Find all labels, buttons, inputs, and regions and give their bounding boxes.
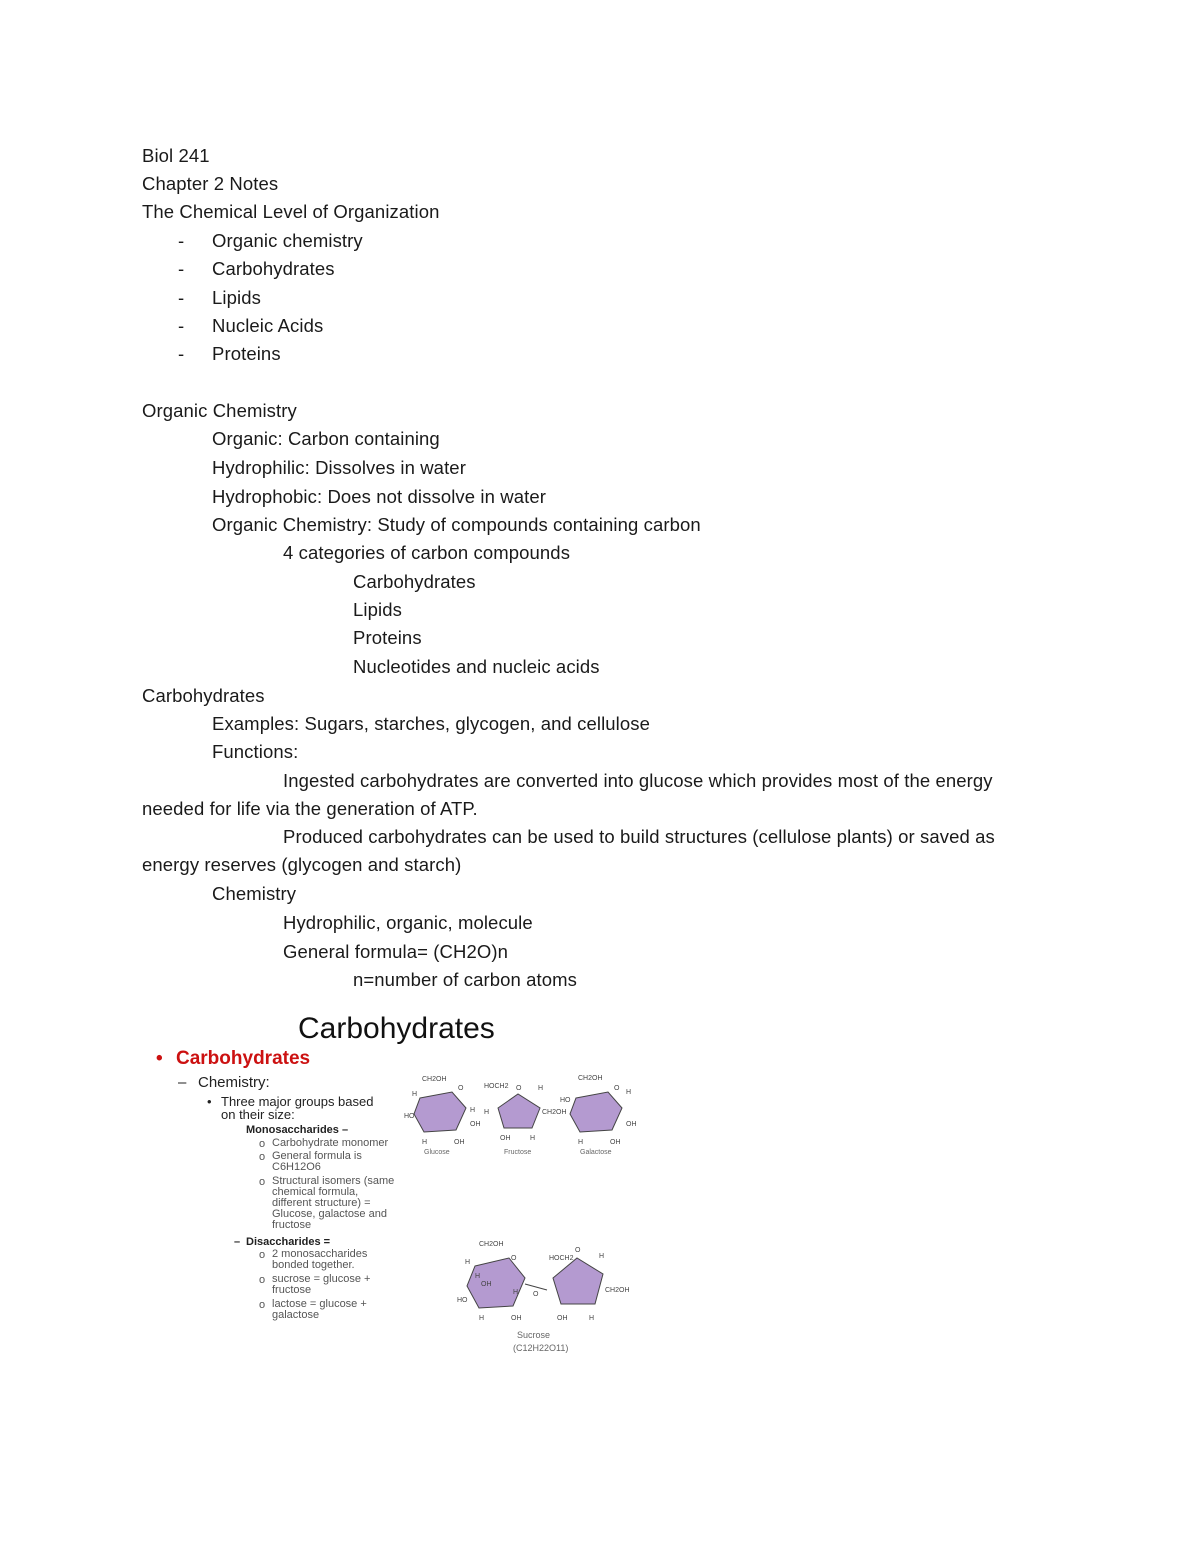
svg-text:H: H [479,1315,485,1322]
svg-text:HO: HO [560,1097,571,1104]
slide-sub-bullet: o [259,1274,266,1286]
svg-text:HOCH2: HOCH2 [484,1083,509,1090]
mono-item: C6H12O6 [272,1161,321,1173]
definition: Organic: Carbon containing [212,428,440,449]
svg-text:OH: OH [470,1121,481,1128]
mono-item: Structural isomers (same [272,1175,395,1187]
svg-text:H: H [538,1085,544,1092]
function-text: Produced carbohydrates can be used to build structures (cellulose plants) or saved as [283,826,995,847]
definition: Organic Chemistry: Study of compounds containing carbon [212,514,701,535]
slide-sub-bullet: o [259,1138,266,1150]
category-item: Lipids [353,599,402,620]
di-item: sucrose = glucose + [272,1273,371,1285]
svg-text:OH: OH [610,1139,621,1146]
chemistry-heading: Chemistry [212,883,297,904]
mono-item: chemical formula, [272,1186,359,1198]
mono-item: fructose [272,1219,312,1231]
svg-text:H: H [530,1135,536,1142]
svg-text:H: H [465,1259,471,1266]
category-item: Nucleotides and nucleic acids [353,656,600,677]
di-item: galactose [272,1309,320,1321]
slide-dash: – [178,1074,187,1091]
list-item: Nucleic Acids [212,315,324,336]
course-title: Biol 241 [142,145,210,166]
di-item: lactose = glucose + [272,1298,367,1310]
glucose-ring [404,1076,481,1156]
section-heading: Carbohydrates [142,685,265,706]
di-item: fructose [272,1284,312,1296]
chemistry-text: Hydrophilic, organic, molecule [283,912,533,933]
svg-text:H: H [484,1109,490,1116]
list-bullet: - [178,258,185,279]
slide-title: Carbohydrates [298,1012,495,1045]
list-bullet: - [178,287,185,308]
slide-sub-bullet: o [259,1176,266,1188]
function-text: energy reserves (glycogen and starch) [142,854,462,875]
chemistry-text: General formula= (CH2O)n [283,941,508,962]
monosaccharide-structures [400,1068,650,1158]
svg-text:O: O [458,1085,464,1092]
slide-bullet: • [156,1048,163,1069]
svg-text:H: H [513,1289,519,1296]
definition: Hydrophobic: Does not dissolve in water [212,486,546,507]
mono-caption: Galactose [580,1149,612,1156]
chemistry-text: n=number of carbon atoms [353,969,578,990]
svg-text:H: H [475,1273,481,1280]
svg-text:H: H [578,1139,584,1146]
mono-item: Glucose, galactose and [272,1208,387,1220]
svg-text:HO: HO [404,1113,415,1120]
category-item: Carbohydrates [353,571,476,592]
list-item: Proteins [212,343,281,364]
fructose-ring [484,1083,567,1156]
mono-item: Carbohydrate monomer [272,1137,389,1149]
slide-sub-text: Chemistry: [198,1074,270,1091]
svg-text:H: H [599,1253,605,1260]
sucrose-glucose-ring [467,1258,525,1308]
sucrose-fructose-ring [553,1258,603,1304]
sucrose-structure [455,1234,655,1358]
svg-text:OH: OH [500,1135,511,1142]
sucrose-caption: Sucrose [517,1330,551,1340]
svg-text:CH2OH: CH2OH [605,1287,630,1294]
svg-text:OH: OH [557,1315,568,1322]
svg-text:OH: OH [511,1315,522,1322]
slide-dash: – [234,1236,241,1248]
svg-text:HOCH2: HOCH2 [549,1255,574,1262]
slide-text: on their size: [221,1107,295,1122]
svg-text:HO: HO [457,1297,468,1304]
function-text: Ingested carbohydrates are converted into glucose which provides most of the energy [283,770,993,791]
sucrose-formula: (C12H22O11) [513,1343,569,1353]
svg-text:O: O [614,1085,620,1092]
slide-sub-bullet: o [259,1249,266,1261]
svg-text:H: H [422,1139,428,1146]
categories-heading: 4 categories of carbon compounds [283,542,571,563]
list-item: Carbohydrates [212,258,335,279]
slide-sub-bullet: o [259,1299,266,1311]
svg-text:OH: OH [481,1281,492,1288]
svg-text:CH2OH: CH2OH [479,1241,504,1248]
slide-bullet: • [207,1094,212,1109]
di-heading: Disaccharides = [246,1236,331,1248]
di-item: 2 monosaccharides [272,1248,368,1260]
list-bullet: - [178,315,185,336]
svg-text:OH: OH [626,1121,637,1128]
svg-text:H: H [470,1107,476,1114]
list-bullet: - [178,343,185,364]
slide-sub-bullet: o [259,1151,266,1163]
mono-item: different structure) = [272,1197,371,1209]
slide-bullet-text: Carbohydrates [176,1048,311,1069]
mono-heading: Monosaccharides – [246,1124,349,1136]
svg-text:H: H [589,1315,595,1322]
section-heading: Organic Chemistry [142,400,297,421]
svg-text:O: O [516,1085,522,1092]
list-bullet: - [178,230,185,251]
galactose-ring [560,1075,637,1156]
category-item: Proteins [353,627,422,648]
list-item: Lipids [212,287,261,308]
list-item: Organic chemistry [212,230,363,251]
examples-text: Examples: Sugars, starches, glycogen, and cellulose [212,713,651,734]
svg-text:O: O [533,1291,539,1298]
definition: Hydrophilic: Dissolves in water [212,457,466,478]
chapter-title: The Chemical Level of Organization [142,201,440,222]
mono-item: General formula is [272,1150,362,1162]
slide-text: Three major groups based [221,1094,374,1109]
di-item: bonded together. [272,1259,355,1271]
svg-text:H: H [626,1089,632,1096]
svg-text:CH2OH: CH2OH [422,1076,447,1083]
svg-text:OH: OH [454,1139,465,1146]
functions-heading: Functions: [212,741,299,762]
svg-text:CH2OH: CH2OH [542,1109,567,1116]
svg-text:CH2OH: CH2OH [578,1075,603,1082]
svg-text:O: O [511,1255,517,1262]
mono-caption: Fructose [504,1149,532,1156]
svg-text:O: O [575,1247,581,1254]
notes-subtitle: Chapter 2 Notes [142,173,279,194]
function-text: needed for life via the generation of ATP. [142,798,478,819]
mono-caption: Glucose [424,1149,450,1156]
svg-text:H: H [412,1091,418,1098]
